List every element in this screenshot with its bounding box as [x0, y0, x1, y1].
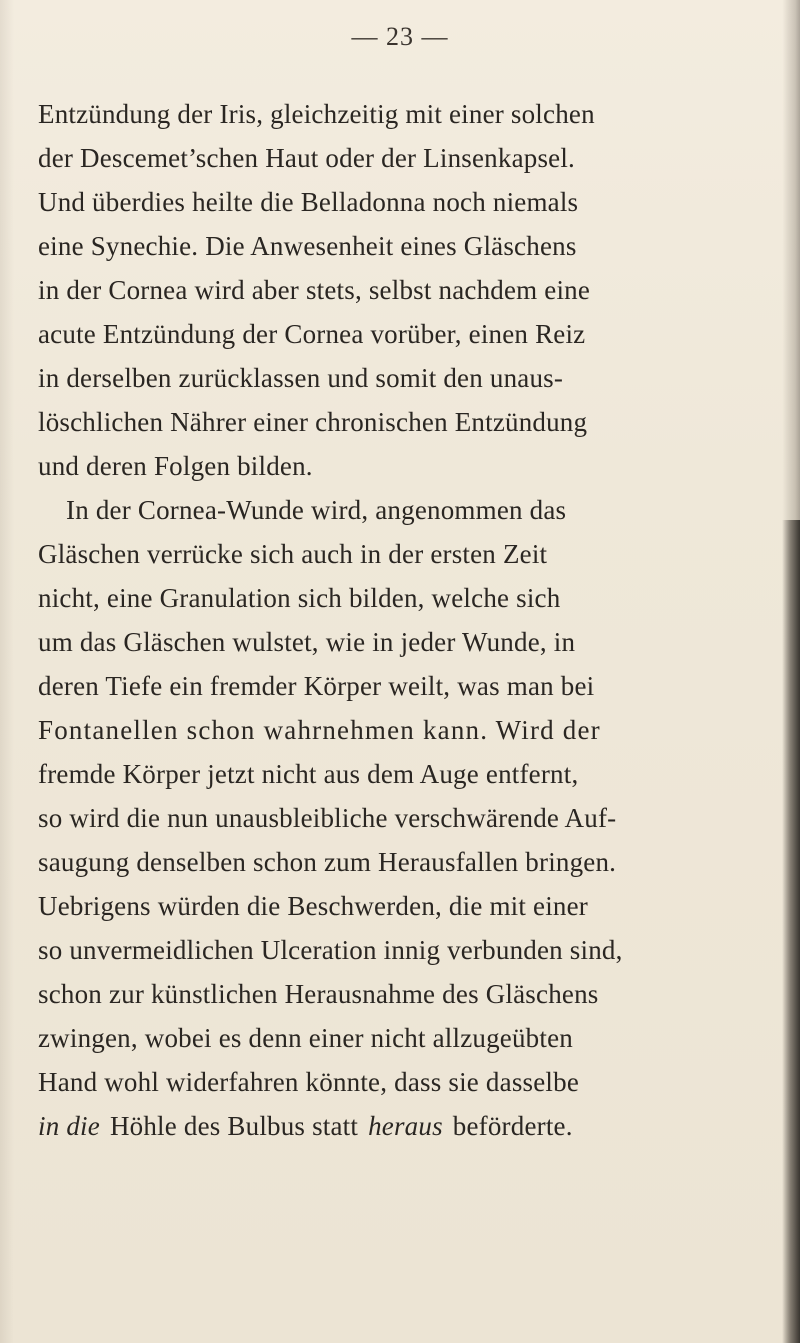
text-line — [38, 840, 760, 884]
text-line-content: eine Synechie. Die Anwesenheit eines Gläschens — [38, 231, 577, 261]
text-line — [38, 620, 760, 664]
text-line — [38, 136, 760, 180]
text-line — [38, 1060, 760, 1104]
text-line-content: in der Cornea wird aber stets, selbst nachdem eine — [38, 275, 591, 305]
text-line — [38, 400, 760, 444]
page-number: — 23 — — [351, 22, 449, 51]
italic-word-heraus: heraus — [368, 1111, 443, 1141]
text-line — [38, 180, 760, 224]
text-line — [38, 532, 760, 576]
text-line-content: saugung denselben schon zum Herausfallen bringen. — [38, 847, 617, 877]
text-line-content: schon zur künstlichen Herausnahme des Gläschens — [38, 979, 599, 1009]
text-line — [38, 796, 760, 840]
text-line — [38, 444, 760, 488]
text-line-content: zwingen, wobei es denn einer nicht allzugeübten — [38, 1023, 573, 1053]
text-line-content: Hand wohl widerfahren könnte, dass sie dasselbe — [38, 1067, 580, 1097]
text-line — [38, 268, 760, 312]
text-line-content: Uebrigens würden die Beschwerden, die mit einer — [38, 891, 588, 921]
text-line — [38, 752, 760, 796]
text-line — [38, 356, 760, 400]
text-line-content: Entzündung der Iris, gleichzeitig mit einer solchen — [38, 99, 595, 129]
italic-phrase-in-die: in die — [38, 1111, 100, 1141]
text-line-content: acute Entzündung der Cornea vorüber, einen Reiz — [38, 319, 586, 349]
text-line-content: und deren Folgen bilden. — [38, 451, 313, 481]
text-line-content: deren Tiefe ein fremder Körper weilt, was man bei — [38, 671, 595, 701]
text-line-content: Gläschen verrücke sich auch in der ersten Zeit — [38, 539, 548, 569]
text-line — [38, 972, 760, 1016]
page-left-edge-shadow — [0, 0, 14, 1343]
text-line-final — [38, 1104, 760, 1148]
text-line-content: Fontanellen schon wahrnehmen kann. Wird der — [38, 715, 601, 745]
text-line-content: um das Gläschen wulstet, wie in jeder Wunde, in — [38, 627, 576, 657]
text-line — [38, 92, 760, 136]
text-line — [38, 664, 760, 708]
text-line-content: Und überdies heilte die Belladonna noch niemals — [38, 187, 579, 217]
text-line — [38, 928, 760, 972]
text-line — [38, 312, 760, 356]
text-line-content: In der Cornea-Wunde wird, angenommen das — [66, 495, 567, 525]
text-line — [38, 884, 760, 928]
text-line-content: beförderte. — [452, 1111, 573, 1141]
text-line-content: Höhle des Bulbus statt — [109, 1111, 359, 1141]
text-line — [38, 224, 760, 268]
body-text — [38, 92, 760, 1148]
text-line-content: in derselben zurücklassen und somit den unaus- — [38, 363, 564, 393]
text-line-content: löschlichen Nährer einer chronischen Entzündung — [38, 407, 588, 437]
text-line — [38, 488, 760, 532]
text-line-content: der Descemet’schen Haut oder der Linsenkapsel. — [38, 143, 575, 173]
page-binding-shadow — [782, 520, 800, 1343]
text-line-content: so unvermeidlichen Ulceration innig verbunden sind, — [38, 935, 623, 965]
text-line-content: nicht, eine Granulation sich bilden, welche sich — [38, 583, 561, 613]
text-line — [38, 708, 760, 752]
text-line — [38, 1016, 760, 1060]
text-line-content: fremde Körper jetzt nicht aus dem Auge entfernt, — [38, 759, 579, 789]
text-line — [38, 576, 760, 620]
text-line-content: so wird die nun unausbleibliche verschwärende Auf- — [38, 803, 617, 833]
